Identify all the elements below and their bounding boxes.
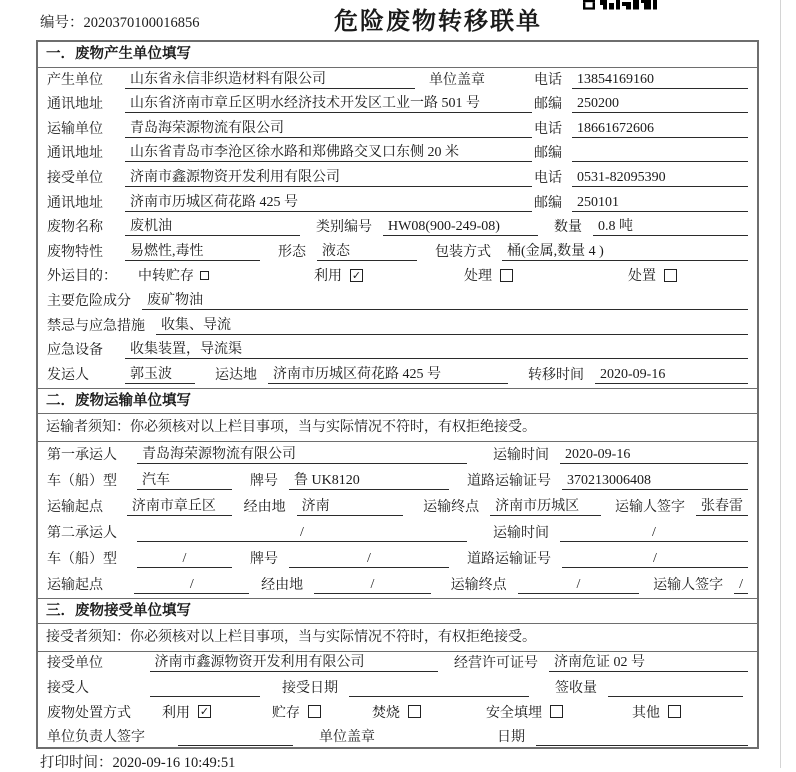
hazard-component-row: [38, 289, 757, 314]
vehicle-type-row-2: [38, 546, 757, 572]
plate-label-1: 牌号: [250, 473, 278, 489]
carrier-signature-label-1: 运输人签字: [615, 499, 686, 515]
serial-value: 2020370100016856: [83, 15, 200, 31]
acceptor-row: [38, 676, 757, 701]
disposal-option-landfill-label: 安全填埋: [486, 705, 542, 721]
producer-unit-value: 山东省永信非织造材料有限公司: [125, 68, 415, 89]
acceptor-label: 接受人: [47, 681, 89, 697]
shipper-value: 郭玉波: [125, 363, 195, 384]
route-via-label-1: 经由地: [243, 499, 286, 515]
print-time-value: 2020-09-16 10:49:51: [112, 755, 236, 771]
date-label: 日期: [497, 730, 525, 746]
qr-code-fragment: [583, 0, 657, 10]
transport-time-value-2: /: [560, 525, 748, 542]
waste-name-row: [38, 216, 757, 241]
route-end-value-1: 济南市历城区: [490, 495, 601, 516]
transporter-notice: 运输者须知：你必须核对以上栏目事项，当与实际情况不符时，有权拒绝接受。: [38, 414, 757, 442]
vehicle-type-row-1: [38, 468, 757, 494]
disposal-option-utilize: [162, 702, 272, 722]
transporter-postcode-group: [532, 142, 748, 162]
carrier-signature-value-1: 张春雷: [696, 495, 748, 516]
receiver-address-row: [38, 191, 757, 216]
transporter-unit-left: [47, 117, 532, 138]
responsible-signature-value: [178, 745, 293, 746]
second-carrier-label: 第二承运人: [47, 525, 117, 541]
receiver-phone-label: 电话: [534, 170, 562, 186]
section2-header: 二．废物运输单位填写: [38, 388, 757, 414]
shipper-row: [38, 363, 757, 388]
packing-label: 包装方式: [435, 244, 491, 260]
receiver-phone-group: [532, 167, 748, 187]
waste-quantity-value: 0.8 吨: [593, 215, 748, 236]
receiver-address-label: 通讯地址: [47, 195, 103, 211]
waste-property-row: [38, 240, 757, 265]
receiver-postcode-label: 邮编: [534, 195, 562, 211]
accepting-unit-label: 接受单位: [47, 656, 103, 672]
destination-label: 运达地: [215, 367, 257, 383]
purpose-option-utilize-label: 利用: [314, 269, 342, 285]
waste-quantity-label: 数量: [554, 220, 582, 236]
route-start-label-2: 运输起点: [47, 577, 103, 593]
receiver-postcode-group: [532, 192, 748, 212]
transporter-address-label: 通讯地址: [47, 146, 103, 162]
accepting-unit-value: 济南市鑫源物资开发利用有限公司: [150, 651, 439, 672]
emergency-equipment-row: [38, 339, 757, 364]
business-license-label: 经营许可证号: [454, 656, 539, 672]
transporter-address-row: [38, 142, 757, 167]
producer-address-label: 通讯地址: [47, 97, 103, 113]
waste-form-label: 形态: [278, 244, 306, 260]
receiver-notice: 接受者须知：你必须核对以上栏目事项，当与实际情况不符时，有权拒绝接受。: [38, 624, 757, 652]
road-license-value-1: 370213006408: [562, 473, 748, 490]
route-via-value-2: /: [314, 577, 431, 594]
transport-purpose-row: [38, 265, 757, 290]
waste-form-value: 液态: [317, 240, 417, 261]
receiver-address-value: 济南市历城区荷花路 425 号: [125, 191, 532, 212]
hazard-component-value: 废矿物油: [142, 289, 748, 310]
destination-value: 济南市历城区荷花路 425 号: [268, 363, 508, 384]
transporter-postcode-label: 邮编: [534, 146, 562, 162]
receiver-postcode-value: 250101: [572, 195, 748, 212]
accept-date-label: 接受日期: [282, 681, 338, 697]
route-via-value-1: 济南: [297, 495, 403, 516]
producer-phone-group: [532, 69, 748, 89]
route-start-value-1: 济南市章丘区: [127, 495, 232, 516]
producer-postcode-value: 250200: [572, 96, 748, 113]
transporter-phone-label: 电话: [534, 121, 562, 137]
route-row-1: [38, 494, 757, 520]
first-carrier-row: [38, 442, 757, 468]
transporter-unit-row: [38, 117, 757, 142]
emergency-equipment-label: 应急设备: [47, 343, 103, 359]
transfer-form: [36, 40, 759, 749]
plate-value-1: 鲁 UK8120: [289, 469, 449, 490]
transport-purpose-label: 外运目的：: [47, 269, 117, 285]
purpose-option-dispose: [628, 265, 677, 285]
plate-label-2: 牌号: [250, 551, 278, 567]
shipper-label: 发运人: [47, 367, 89, 383]
carrier-signature-value-2: /: [734, 577, 748, 594]
transporter-unit-value: 青岛海荣源物流有限公司: [125, 117, 532, 138]
print-time-label: 打印时间：: [40, 755, 113, 771]
date-value: [536, 745, 748, 746]
packing-value: 桶(金属,数量 4 ): [502, 240, 748, 261]
disposal-option-other-label: 其他: [632, 705, 660, 721]
producer-unit-left: [47, 68, 532, 89]
accepting-unit-row: [38, 652, 757, 677]
producer-address-row: [38, 93, 757, 118]
producer-postcode-group: [532, 93, 748, 113]
responsible-signature-row: [38, 726, 757, 751]
unit-seal-label: 单位盖章: [429, 72, 485, 88]
waste-property-label: 废物特性: [47, 244, 103, 260]
emergency-equipment-value: 收集装置，导流渠: [125, 338, 748, 359]
receiver-unit-label: 接受单位: [47, 170, 103, 186]
disposal-option-store: [272, 702, 372, 722]
checkbox-utilize: ✓: [351, 268, 362, 282]
disposal-option-store-label: 贮存: [272, 705, 300, 721]
route-row-2: [38, 572, 757, 598]
route-via-label-2: 经由地: [261, 577, 304, 593]
checkbox-treat: [500, 269, 513, 282]
receipt-amount-value: [608, 696, 743, 697]
first-carrier-value: 青岛海荣源物流有限公司: [137, 443, 467, 464]
transporter-phone-group: [532, 118, 748, 138]
checkbox-transfer-storage: [200, 271, 209, 280]
producer-phone-value: 13854169160: [572, 72, 748, 89]
serial-label: 编号：: [40, 15, 84, 31]
road-license-value-2: /: [562, 551, 748, 568]
disposal-method-label: 废物处置方式: [47, 705, 131, 721]
vehicle-type-label-2: 车（船）型: [47, 551, 117, 567]
accept-date-value: [349, 696, 529, 697]
emergency-measures-value: 收集、导流: [156, 314, 748, 335]
road-license-label-1: 道路运输证号: [467, 473, 551, 489]
route-start-label-1: 运输起点: [47, 499, 103, 515]
transporter-postcode-value: [572, 161, 748, 162]
carrier-signature-label-2: 运输人签字: [653, 577, 724, 593]
producer-unit-row: [38, 68, 757, 93]
route-start-value-2: /: [134, 577, 249, 594]
disposal-option-utilize-label: 利用: [162, 705, 190, 721]
emergency-measures-row: [38, 314, 757, 339]
transport-time-label-2: 运输时间: [493, 525, 549, 541]
print-time: [40, 751, 235, 772]
receiver-phone-value: 0531-82095390: [572, 170, 748, 187]
checkbox-dispose: [664, 269, 677, 282]
purpose-option-dispose-label: 处置: [628, 269, 656, 285]
purpose-option-transfer-storage-label: 中转贮存: [138, 269, 194, 285]
business-license-value: 济南危证 02 号: [549, 651, 748, 672]
vehicle-type-label-1: 车（船）型: [47, 473, 117, 489]
unit-seal-label-3: 单位盖章: [319, 730, 375, 746]
checkbox-disposal-other: [668, 705, 681, 718]
emergency-measures-label: 禁忌与应急措施: [47, 318, 145, 334]
first-carrier-label: 第一承运人: [47, 447, 117, 463]
purpose-option-treat-label: 处理: [464, 269, 492, 285]
plate-value-2: /: [289, 551, 449, 568]
disposal-option-incinerate-label: 焚烧: [372, 705, 400, 721]
waste-property-value: 易燃性,毒性: [125, 240, 260, 261]
second-carrier-value: /: [137, 525, 467, 542]
producer-address-value: 山东省济南市章丘区明水经济技术开发区工业一路 501 号: [125, 92, 532, 113]
disposal-option-landfill: [486, 702, 632, 722]
purpose-option-treat: [464, 265, 628, 285]
transport-time-label: 运输时间: [493, 447, 549, 463]
disposal-option-other: [632, 702, 681, 722]
transfer-time-label: 转移时间: [528, 367, 584, 383]
page-title: 危险废物转移联单: [334, 9, 542, 35]
transporter-address-left: [47, 141, 532, 162]
transporter-address-value: 山东省青岛市李沧区徐水路和郑佛路交叉口东侧 20 米: [125, 141, 532, 162]
waste-category-label: 类别编号: [316, 220, 372, 236]
receiver-unit-row: [38, 166, 757, 191]
transporter-unit-label: 运输单位: [47, 121, 103, 137]
section1-header: 一．废物产生单位填写: [38, 42, 757, 68]
vehicle-type-value-2: /: [137, 551, 232, 568]
receipt-amount-label: 签收量: [555, 681, 597, 697]
waste-name-value: 废机油: [125, 215, 300, 236]
checkbox-disposal-store: [308, 705, 321, 718]
road-license-label-2: 道路运输证号: [467, 551, 551, 567]
checkbox-disposal-utilize: ✓: [199, 705, 210, 719]
waste-name-label: 废物名称: [47, 220, 103, 236]
section3-header: 三．废物接受单位填写: [38, 598, 757, 624]
waste-category-value: HW08(900-249-08): [383, 219, 538, 236]
receiver-unit-value: 济南市鑫源物资开发利用有限公司: [125, 166, 532, 187]
disposal-option-incinerate: [372, 702, 486, 722]
checkbox-disposal-incinerate: [408, 705, 421, 718]
vehicle-type-value-1: 汽车: [137, 469, 232, 490]
transport-time-value: 2020-09-16: [560, 447, 748, 464]
producer-address-left: [47, 92, 532, 113]
serial-number: [40, 11, 200, 32]
purpose-option-utilize: [314, 265, 464, 285]
producer-postcode-label: 邮编: [534, 97, 562, 113]
transporter-phone-value: 18661672606: [572, 121, 748, 138]
receiver-unit-left: [47, 166, 532, 187]
second-carrier-row: [38, 520, 757, 546]
page-edge-line: [780, 0, 781, 768]
route-end-value-2: /: [518, 577, 639, 594]
producer-unit-label: 产生单位: [47, 72, 103, 88]
transfer-time-value: 2020-09-16: [595, 367, 748, 384]
acceptor-value: [150, 696, 260, 697]
purpose-option-transfer-storage: [138, 265, 314, 285]
receiver-address-left: [47, 191, 532, 212]
producer-phone-label: 电话: [534, 72, 562, 88]
checkbox-disposal-landfill: [550, 705, 563, 718]
responsible-signature-label: 单位负责人签字: [47, 730, 145, 746]
route-end-label-2: 运输终点: [450, 577, 507, 593]
hazard-component-label: 主要危险成分: [47, 293, 131, 309]
route-end-label-1: 运输终点: [423, 499, 480, 515]
disposal-method-row: [38, 701, 757, 726]
